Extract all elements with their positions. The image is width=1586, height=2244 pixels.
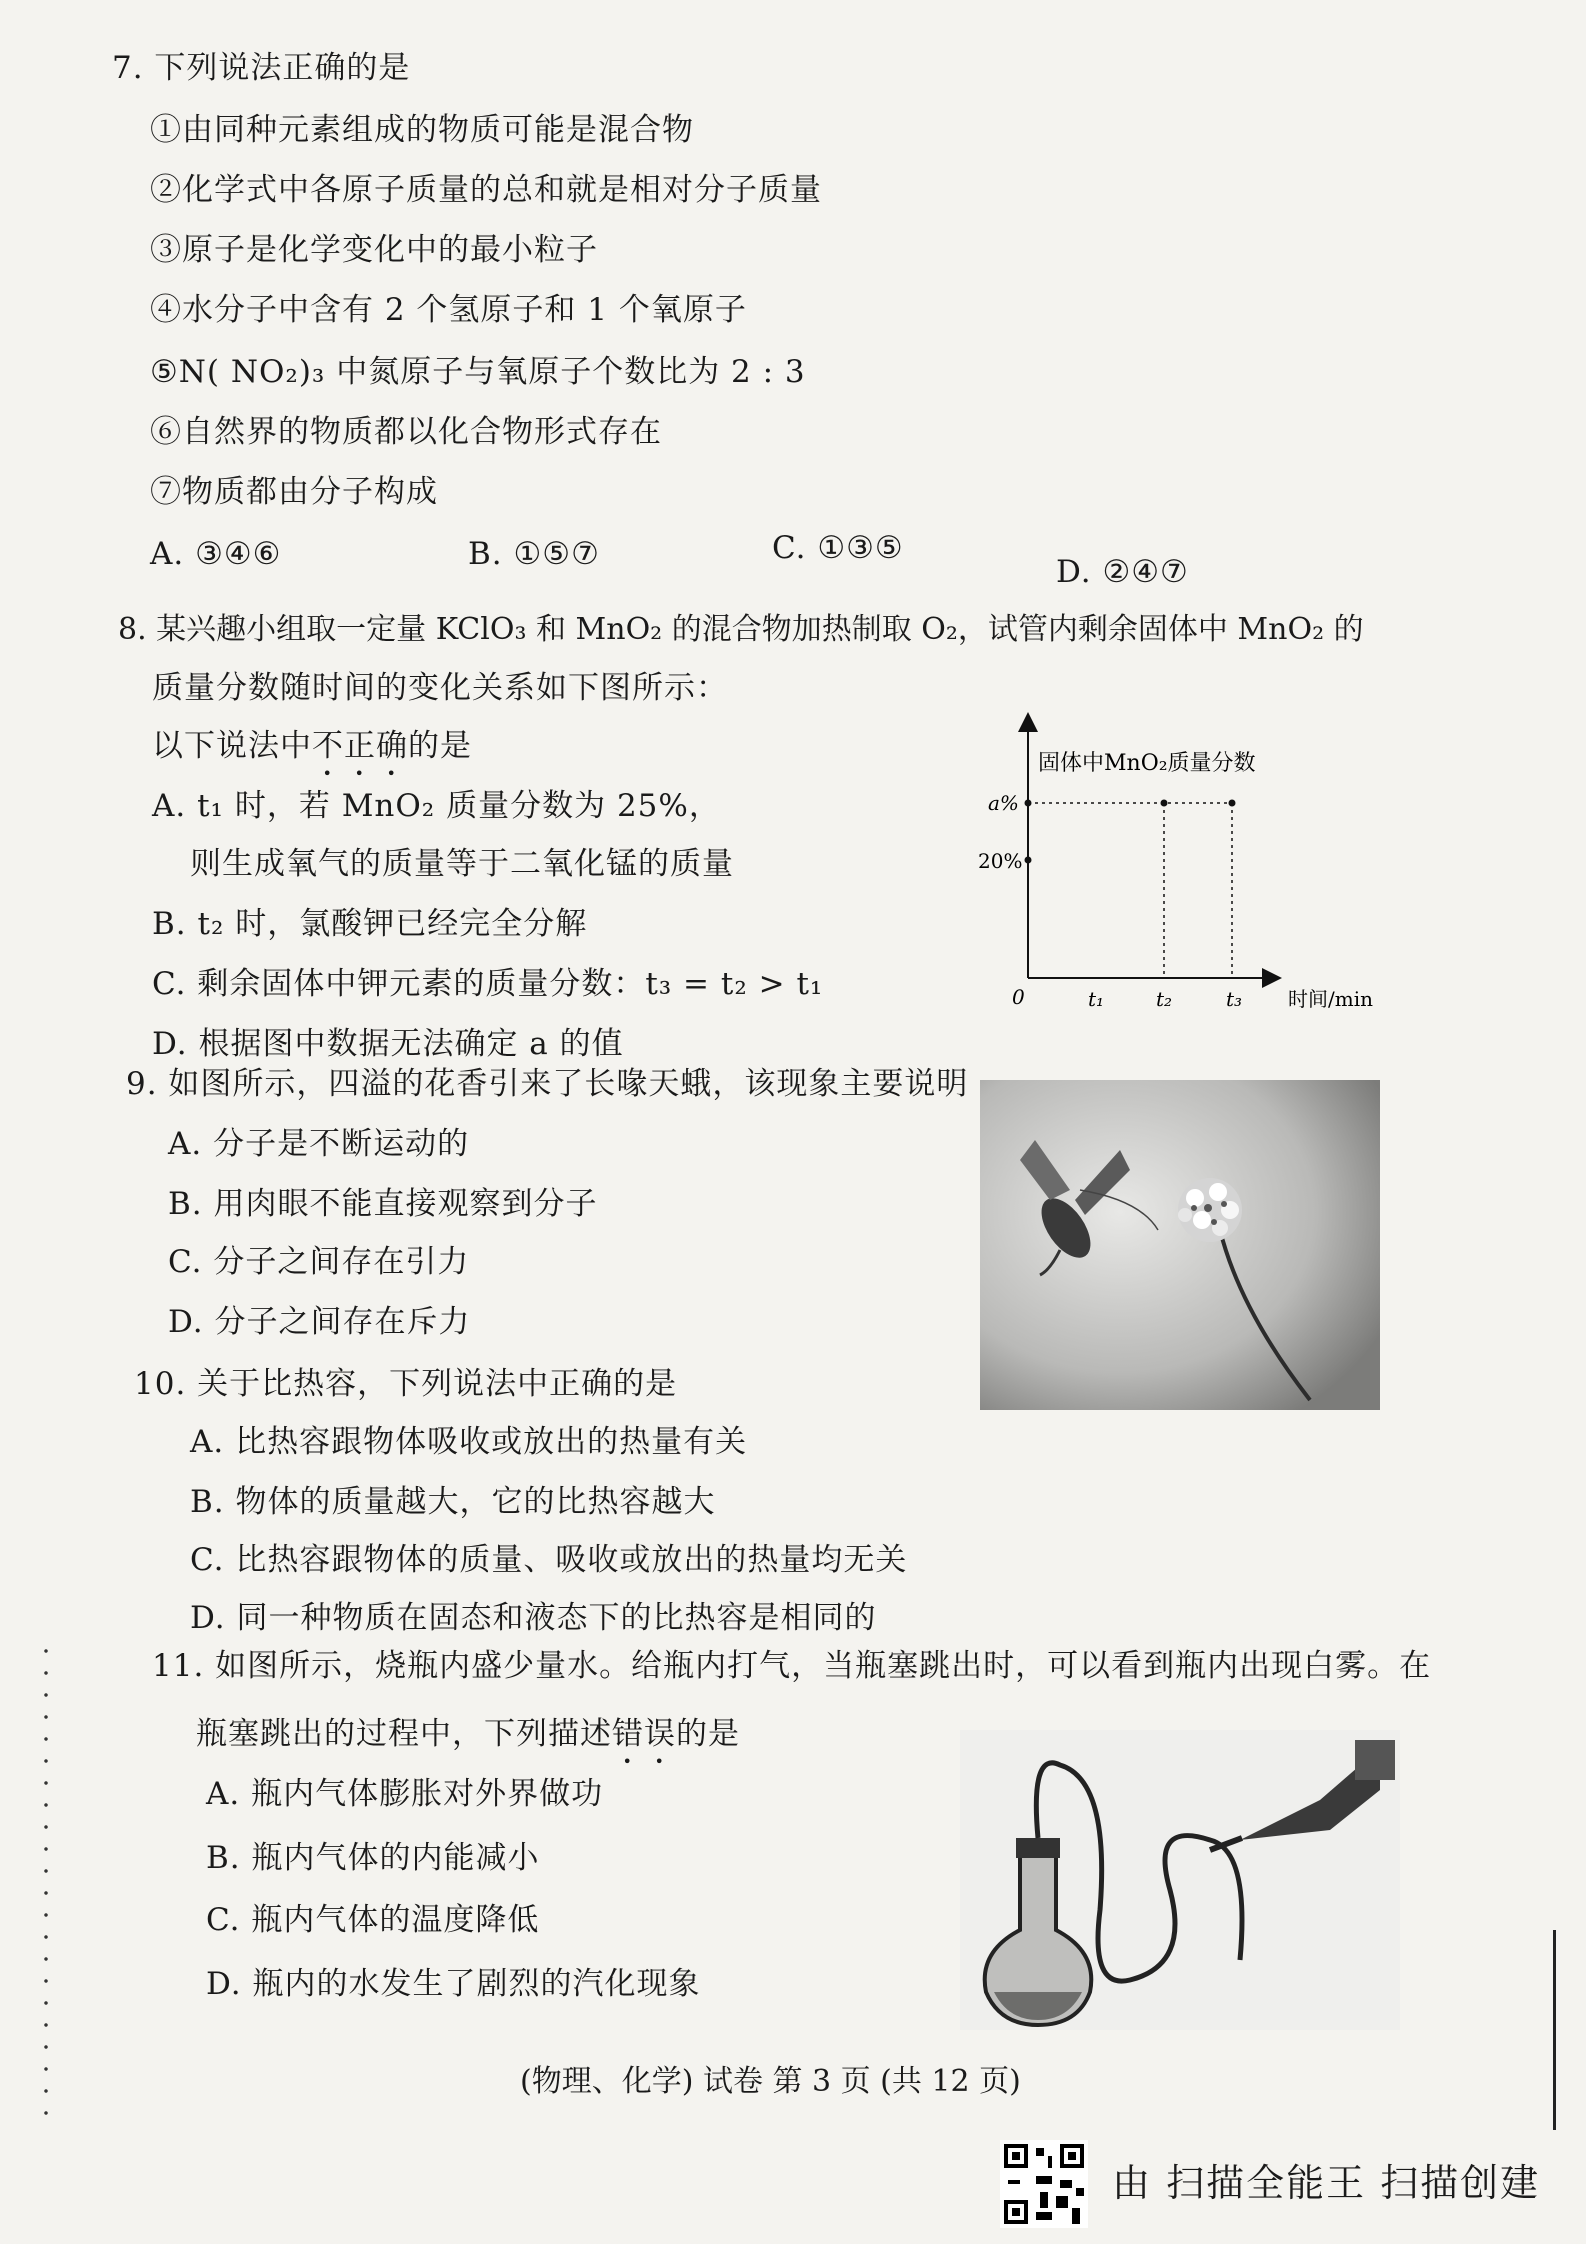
page-footer: (物理、化学) 试卷 第 3 页 (共 12 页) — [520, 2064, 1021, 2099]
q11-stem: 瓶塞跳出的过程中，下列描述错误的是 — [196, 1716, 740, 1752]
q7-option-a: A. ③④⑥ — [150, 536, 282, 572]
y-tick-label: 20% — [978, 849, 1023, 873]
x-axis-label: 时间/min — [1288, 987, 1373, 1011]
q9-option-a: A. 分子是不断运动的 — [168, 1126, 470, 1162]
q7-option-c: C. ①③⑤ — [772, 530, 904, 566]
mno2-fraction-chart — [960, 700, 1400, 1030]
q7-stem: 7. 下列说法正确的是 — [112, 50, 411, 86]
y-tick-label: a% — [988, 791, 1019, 815]
x-tick-label: 0 — [1012, 985, 1025, 1009]
flask-pump-photo — [960, 1730, 1400, 2030]
hawkmoth-flower-photo — [980, 1080, 1380, 1410]
x-tick-label: t₁ — [1088, 987, 1105, 1011]
edge-rule — [1553, 1930, 1556, 2130]
qr-code-icon — [1000, 2140, 1088, 2228]
q11-option-b: B. 瓶内气体的内能减小 — [206, 1840, 540, 1876]
q8-option-a: A. t₁ 时，若 MnO₂ 质量分数为 25%， — [152, 788, 721, 824]
q8-option-b: B. t₂ 时，氯酸钾已经完全分解 — [152, 906, 588, 942]
q7-item: ⑥自然界的物质都以化合物形式存在 — [150, 414, 662, 450]
q7-item: ④水分子中含有 2 个氢原子和 1 个氧原子 — [150, 292, 747, 328]
data-point — [1161, 800, 1168, 807]
y-axis-label: 固体中MnO₂质量分数 — [1038, 751, 1256, 776]
emphasis-text: 不正确 — [312, 728, 408, 764]
q8-stem: 8. 某兴趣小组取一定量 KClO₃ 和 MnO₂ 的混合物加热制取 O₂，试管内剩余固体中 MnO₂ 的 — [118, 612, 1364, 647]
q7-item: ②化学式中各原子质量的总和就是相对分子质量 — [150, 172, 822, 208]
q11-option-d: D. 瓶内的水发生了剧烈的汽化现象 — [206, 1966, 701, 2002]
q11-option-a: A. 瓶内气体膨胀对外界做功 — [206, 1776, 604, 1812]
data-point — [1025, 800, 1032, 807]
q7-item: ③原子是化学变化中的最小粒子 — [150, 232, 598, 268]
emphasis-text: 错误 — [612, 1716, 676, 1752]
q11-option-c: C. 瓶内气体的温度降低 — [206, 1902, 540, 1938]
q7-item: ①由同种元素组成的物质可能是混合物 — [150, 112, 694, 148]
scanner-watermark: 由 扫描全能王 扫描创建 — [1112, 2161, 1541, 2205]
q8-option-a-cont: 则生成氧气的质量等于二氧化锰的质量 — [190, 846, 734, 882]
q7-item: ⑤N( NO₂)₃ 中氮原子与氧原子个数比为 2 : 3 — [150, 354, 806, 390]
data-point — [1025, 857, 1032, 864]
photo-background — [980, 1080, 1380, 1410]
stopper — [1016, 1838, 1060, 1858]
q9-option-d: D. 分子之间存在斥力 — [168, 1304, 471, 1340]
x-tick-label: t₃ — [1226, 987, 1243, 1011]
q7-option-d: D. ②④⑦ — [1056, 554, 1189, 590]
q11-stem: 11. 如图所示，烧瓶内盛少量水。给瓶内打气，当瓶塞跳出时，可以看到瓶内出现白雾。在 — [152, 1648, 1432, 1684]
data-point — [1229, 800, 1236, 807]
x-tick-label: t₂ — [1156, 987, 1173, 1011]
q7-option-b: B. ①⑤⑦ — [468, 536, 600, 572]
q10-option-c: C. 比热容跟物体的质量、吸收或放出的热量均无关 — [190, 1542, 908, 1578]
q7-item: ⑦物质都由分子构成 — [150, 474, 438, 510]
q10-option-d: D. 同一种物质在固态和液态下的比热容是相同的 — [190, 1600, 877, 1636]
q9-option-b: B. 用肉眼不能直接观察到分子 — [168, 1186, 598, 1222]
q9-option-c: C. 分子之间存在引力 — [168, 1244, 470, 1280]
q8-stem: 质量分数随时间的变化关系如下图所示： — [152, 670, 728, 706]
q8-option-c: C. 剩余固体中钾元素的质量分数：t₃ = t₂ > t₁ — [152, 966, 824, 1002]
q10-stem: 10. 关于比热容，下列说法中正确的是 — [134, 1366, 678, 1402]
q10-option-b: B. 物体的质量越大，它的比热容越大 — [190, 1484, 716, 1520]
q10-option-a: A. 比热容跟物体吸收或放出的热量有关 — [190, 1424, 748, 1460]
binding-dots — [44, 1640, 48, 2120]
q9-stem: 9. 如图所示，四溢的花香引来了长喙天蛾，该现象主要说明 — [126, 1066, 969, 1102]
q8-stem: 以下说法中不正确的是 — [152, 728, 472, 764]
q8-option-d: D. 根据图中数据无法确定 a 的值 — [152, 1026, 624, 1062]
